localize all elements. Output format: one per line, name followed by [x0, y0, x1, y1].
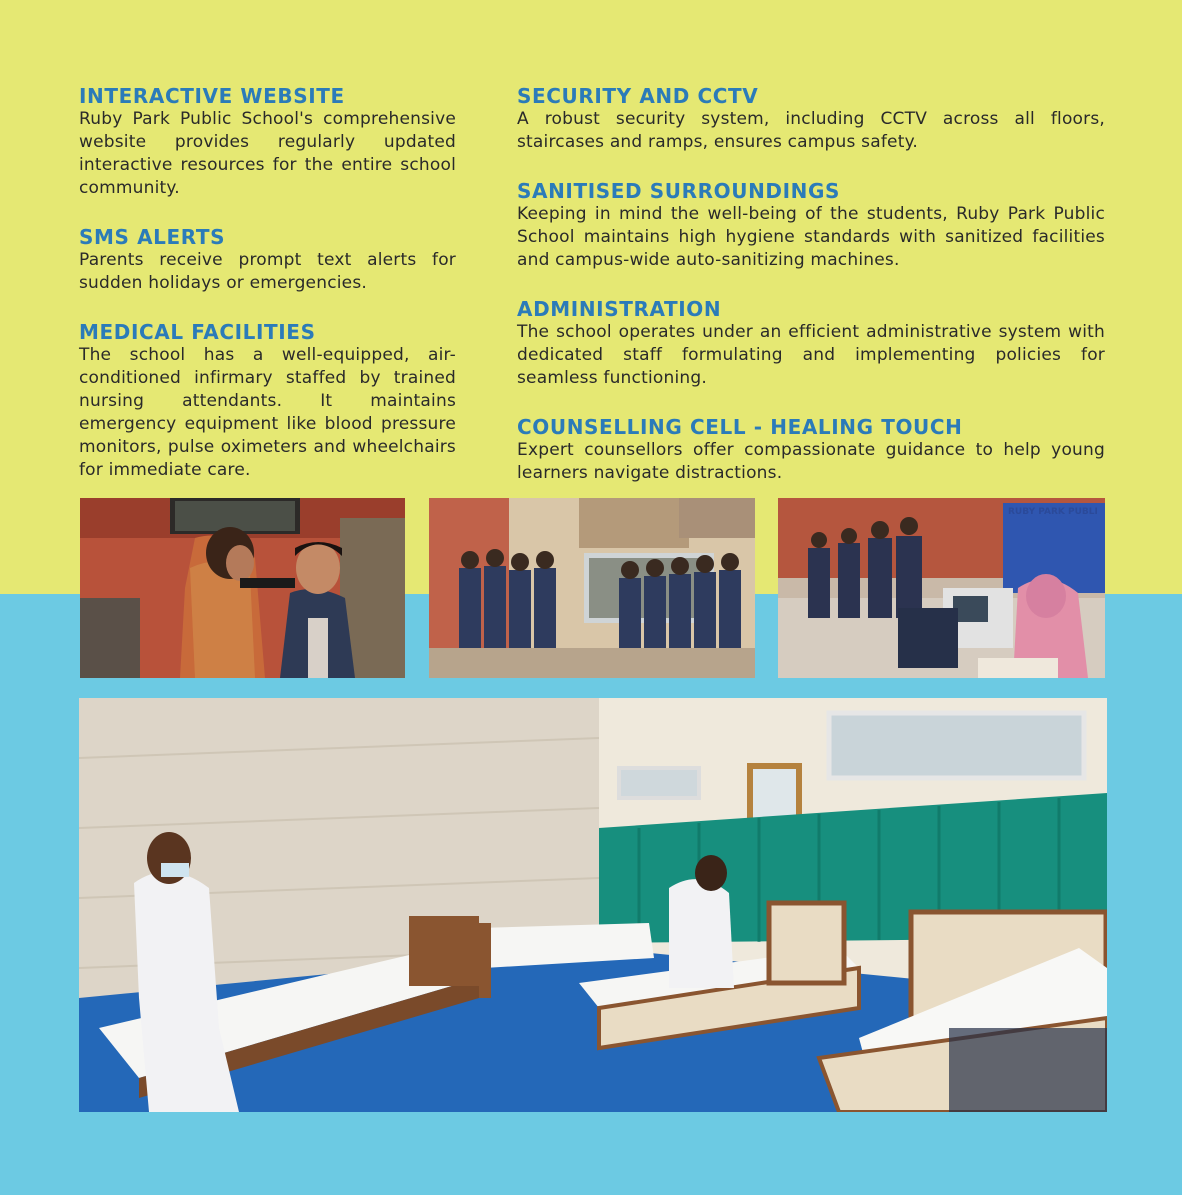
school-sign-text: RUBY PARK PUBLI — [1008, 507, 1098, 517]
section-body: The school operates under an efficient administrative system with dedicated staff formulating and implementing policies for seamless functioning. — [517, 322, 1105, 388]
section-body: Parents receive prompt text alerts for sudden holidays or emergencies. — [79, 250, 456, 293]
section-medical-facilities — [79, 320, 456, 482]
left-column — [79, 84, 456, 507]
section-heading: ADMINISTRATION — [517, 297, 722, 321]
section-heading: COUNSELLING CELL - HEALING TOUCH — [517, 415, 963, 439]
section-body: A robust security system, including CCTV across all floors, staircases and ramps, ensures campus safety. — [517, 109, 1105, 152]
photo-eye-exam-machine — [778, 498, 1105, 678]
section-heading: MEDICAL FACILITIES — [79, 320, 316, 344]
section-interactive-website — [79, 84, 456, 200]
photo-eye-checkup — [80, 498, 405, 678]
section-body: The school has a well-equipped, air-conditioned infirmary staffed by trained nursing attendants. It maintains emergency equipment like blood pressure monitors, pulse oximeters and wheelchairs for immediate care. — [79, 345, 456, 480]
section-sanitised-surroundings — [517, 179, 1105, 272]
photo-infirmary — [79, 698, 1107, 1112]
section-security-cctv — [517, 84, 1105, 154]
section-heading: INTERACTIVE WEBSITE — [79, 84, 345, 108]
section-body: Expert counsellors offer compassionate guidance to help young learners navigate distractions. — [517, 440, 1105, 483]
right-column — [517, 84, 1105, 510]
section-body: Ruby Park Public School's comprehensive website provides regularly updated interactive resources for the entire school community. — [79, 109, 456, 198]
section-sms-alerts — [79, 225, 456, 295]
section-heading: SMS ALERTS — [79, 225, 226, 249]
section-administration — [517, 297, 1105, 390]
section-heading: SECURITY AND CCTV — [517, 84, 759, 108]
photo-canteen-queue — [429, 498, 755, 678]
section-counselling-cell — [517, 415, 1105, 485]
section-heading: SANITISED SURROUNDINGS — [517, 179, 841, 203]
section-body: Keeping in mind the well-being of the students, Ruby Park Public School maintains high hygiene standards with sanitized facilities and campus-wide auto-sanitizing machines. — [517, 204, 1105, 270]
